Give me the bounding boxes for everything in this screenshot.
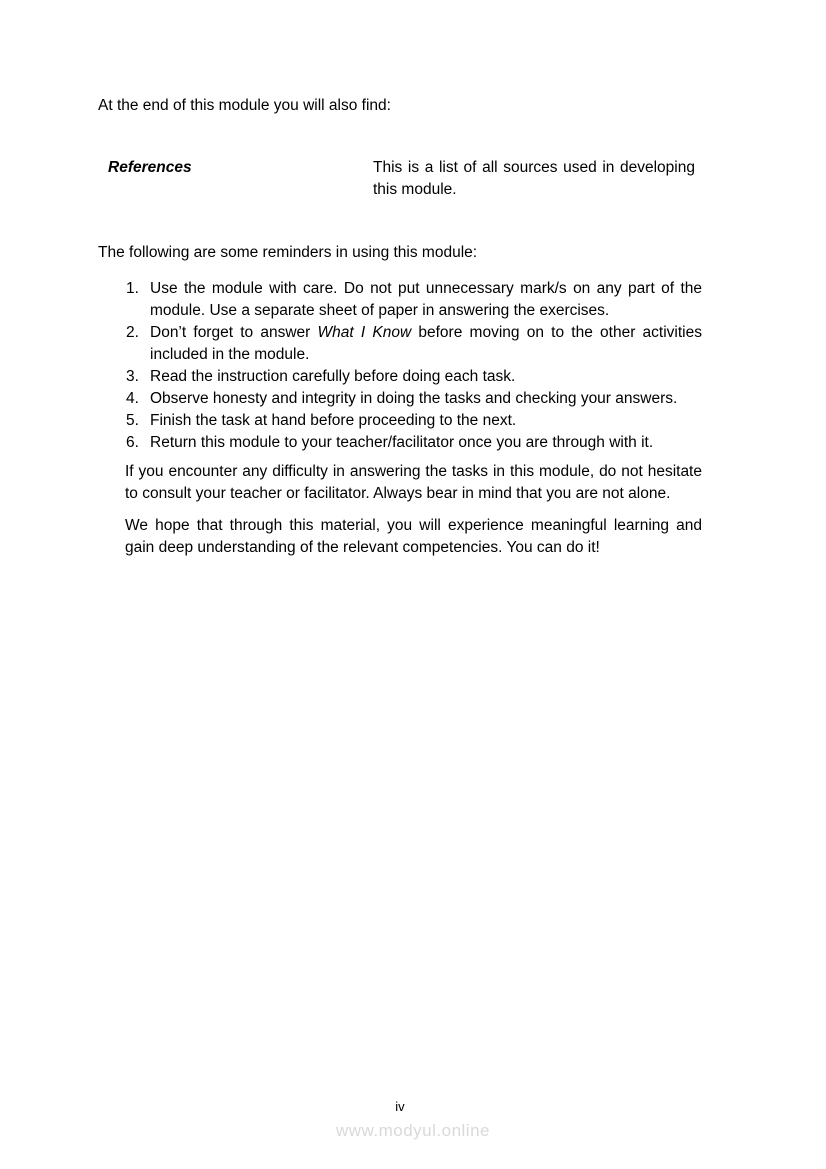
reminder-text: Finish the task at hand before proceeding to the next. [150,412,517,429]
page-number: iv [395,1099,405,1114]
references-row [98,157,702,201]
reminder-number: 2. [126,324,139,341]
page-content [98,0,702,559]
reminder-text: Use the module with care. Do not put unnecessary mark/s on any part of the module. Use a separate sheet of paper in answering the exercises. [150,280,702,319]
closing-paragraph-2: We hope that through this material, you will experience meaningful learning and gain deep understanding of the relevant competencies. You can do it! [125,517,702,556]
reminder-text: Observe honesty and integrity in doing the tasks and checking your answers. [150,390,678,407]
reminder-text-pre: Don’t forget to answer [150,324,318,341]
reminder-item-1 [98,278,702,322]
reminders-heading: The following are some reminders in using this module: [98,244,478,261]
reminder-item-4 [98,388,702,410]
reminder-number: 5. [126,412,139,429]
reminder-item-6 [98,432,702,454]
intro-paragraph: At the end of this module you will also find: [98,97,391,114]
reminder-number: 6. [126,434,139,451]
closing-paragraph-1: If you encounter any difficulty in answering the tasks in this module, do not hesitate to consult your teacher or facilitator. Always bear in mind that you are not alone. [125,463,702,502]
reminder-number: 4. [126,390,139,407]
reminder-item-5 [98,410,702,432]
reminder-item-2 [98,322,702,366]
reminder-text [150,322,702,366]
references-description: This is a list of all sources used in developing this module. [373,159,695,198]
reminder-number: 1. [126,280,139,297]
reminder-number: 3. [126,368,139,385]
reminder-text-italic: What I Know [317,324,412,341]
reminder-text: Read the instruction carefully before doing each task. [150,368,516,385]
reminder-text-post: before moving on to the other activities included in the module. [150,324,702,363]
references-label: References [108,159,192,176]
reminders-list [98,278,702,454]
watermark: www.modyul.online [335,1121,490,1140]
reminder-text: Return this module to your teacher/facilitator once you are through with it. [150,434,654,451]
reminder-item-3 [98,366,702,388]
